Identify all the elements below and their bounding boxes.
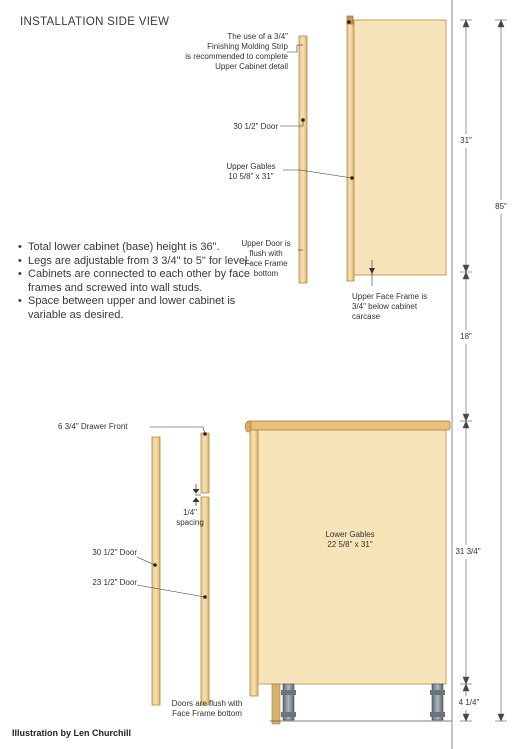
illustration-credit: Illustration by Len Churchill [12,728,132,738]
drawer-front [201,433,209,493]
lower-door-30-label: 30 1/2" Door [92,548,137,557]
dim-total-height: 85" [495,202,507,211]
lower-gables-label: Lower Gables 22 5/8" x 31" [325,530,375,549]
molding-strip-label: The use of a 3/4" Finishing Molding Strip is recommended to complete Upper Cabinet detail [185,32,288,71]
leg-right [430,684,445,720]
lower-door-short [201,497,209,705]
upper-door-flush-label: Upper Door is flush with Face Frame bottom [241,239,291,278]
toe-kick [272,684,280,724]
drawer-front-label: 6 3/4" Drawer Front [58,422,128,431]
countertop [247,421,450,430]
upper-cabinet [299,16,446,283]
lower-door [152,437,160,705]
dim-gap-height: 18" [460,332,472,341]
upper-gable [352,20,446,275]
notes-list [18,241,268,322]
dim-lower-height: 31 3/4" [455,547,481,556]
spacing-label: 1/4" spacing [176,508,204,527]
upper-door-height-label: 30 1/2" Door [233,122,278,131]
doors-flush-label: Doors are flush with Face Frame bottom [171,699,243,718]
upper-face-frame-label: Upper Face Frame is 3/4" below cabinet carcase [352,292,428,321]
dim-leg-height: 4 1/4" [458,698,480,707]
upper-face-frame [347,20,354,281]
leg-left [281,684,296,720]
dimension-lines [460,20,507,721]
note-item: • Legs are adjustable from 3 3/4" to 5" for level. [18,255,268,269]
lower-cabinet [152,421,452,724]
note-item: • Total lower cabinet (base) height is 36". [18,241,268,255]
dim-upper-height: 31" [460,136,472,145]
upper-door [299,36,307,283]
note-item: • Cabinets are connected to each other by face frames and screwed into wall studs. [18,268,268,295]
lower-face-frame [250,430,258,696]
page-title: INSTALLATION SIDE VIEW [20,16,170,28]
lower-gable [256,428,446,684]
lower-door-23-label: 23 1/2" Door [92,578,137,587]
upper-gables-label: Upper Gables 10 5/8" x 31" [226,162,276,181]
note-item: • Space between upper and lower cabinet is variable as desired. [18,295,268,322]
